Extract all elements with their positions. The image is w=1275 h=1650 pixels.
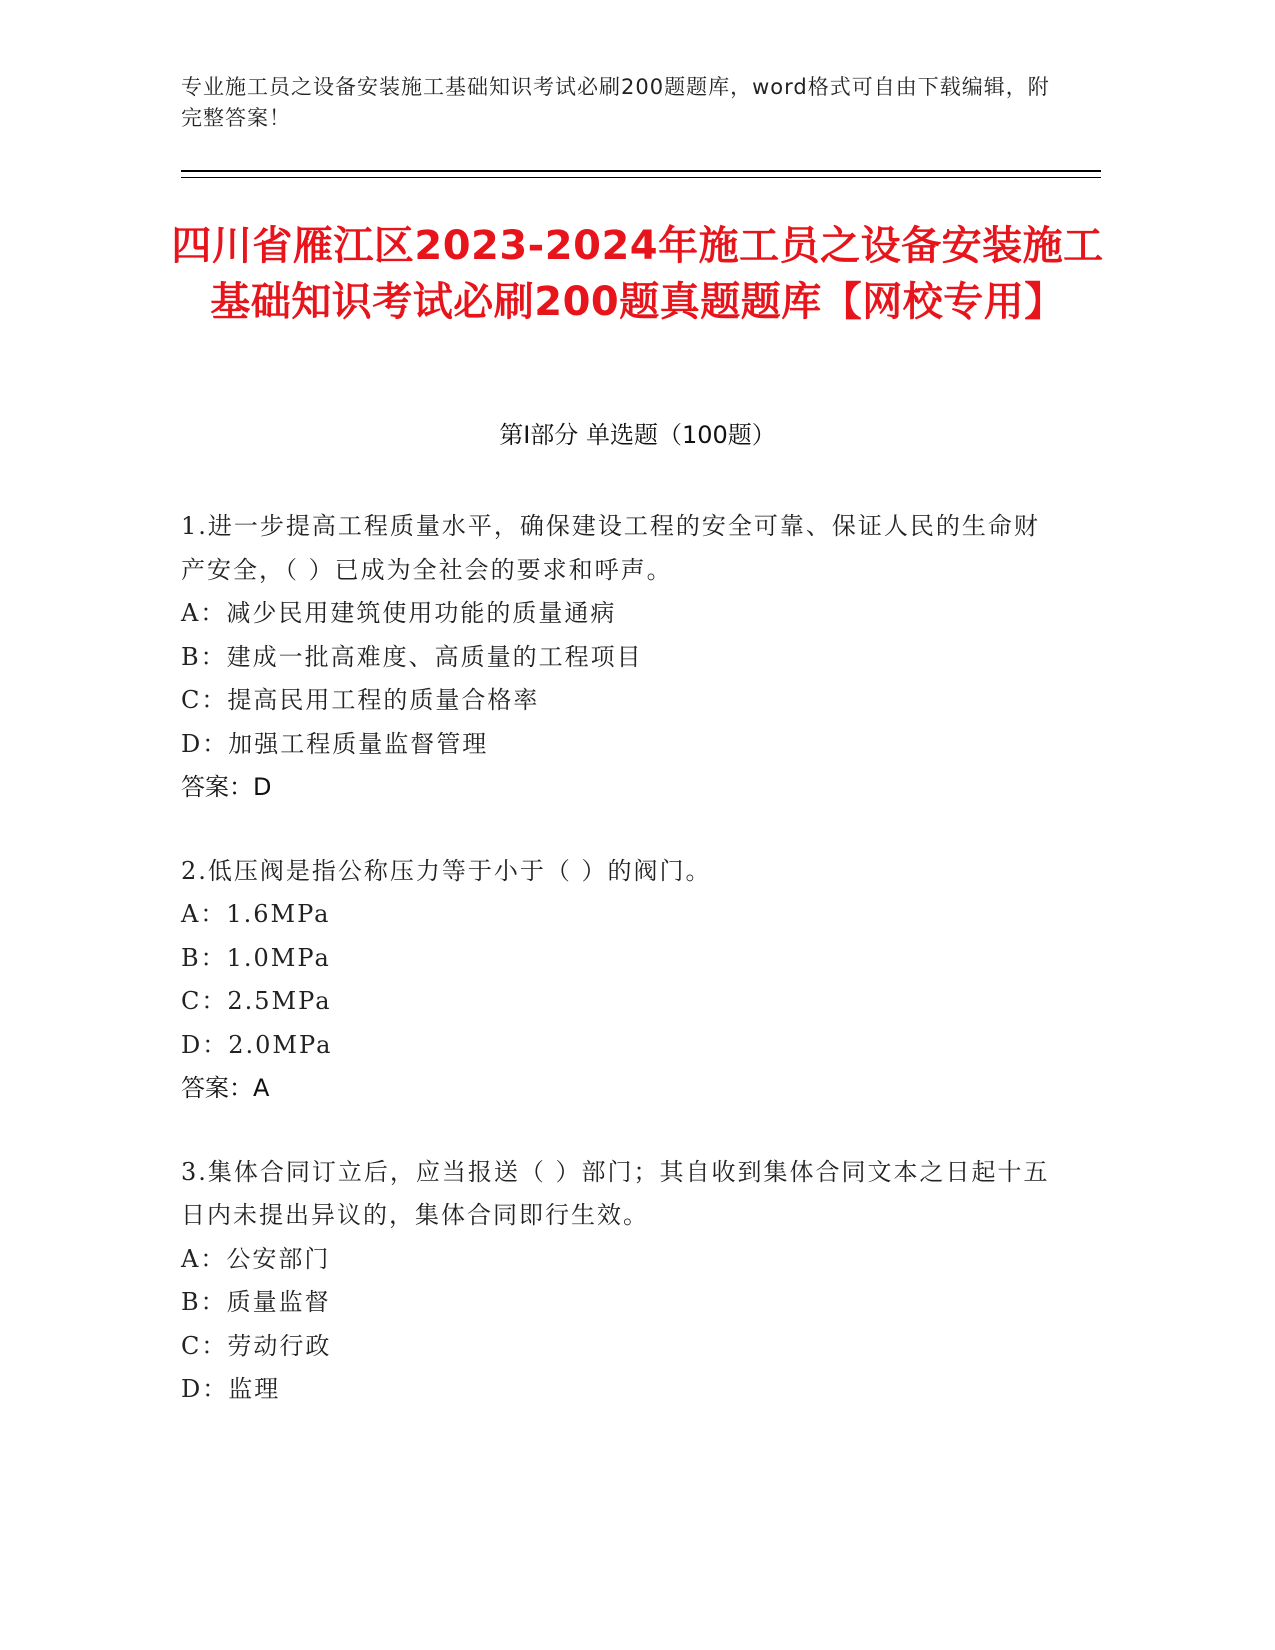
option-text: 加强工程质量监督管理 bbox=[228, 729, 489, 758]
option-d bbox=[181, 1024, 1061, 1068]
option-key: A： bbox=[181, 900, 227, 928]
document-title: 四川省雁江区2023-2024年施工员之设备安装施工基础知识考试必刷200题真题题库【网校专用】 bbox=[171, 223, 1104, 325]
question-stem: 1.进一步提高工程质量水平，确保建设工程的安全可靠、保证人民的生命财产安全，（ ）已成为全社会的要求和呼声。 bbox=[181, 512, 1040, 584]
option-a bbox=[181, 592, 1061, 636]
option-c bbox=[181, 980, 1061, 1024]
option-text: 监理 bbox=[228, 1375, 281, 1403]
option-key: D： bbox=[181, 1030, 229, 1059]
section-heading: 第I部分 单选题（100题） bbox=[499, 421, 776, 449]
option-d bbox=[181, 723, 1061, 767]
question-2 bbox=[181, 850, 1061, 1111]
option-key: B： bbox=[181, 1288, 227, 1316]
option-text: 质量监督 bbox=[226, 1288, 331, 1316]
option-key: C： bbox=[181, 686, 228, 714]
option-text: 提高民用工程的质量合格率 bbox=[227, 686, 540, 714]
option-key: C： bbox=[181, 1331, 228, 1360]
option-a bbox=[181, 893, 1061, 937]
option-b bbox=[181, 937, 1061, 981]
option-c bbox=[181, 679, 1061, 723]
option-text: 1.0MPa bbox=[226, 943, 331, 972]
question-3 bbox=[181, 1151, 1061, 1412]
option-key: A： bbox=[181, 599, 227, 627]
option-key: B： bbox=[181, 943, 227, 972]
option-key: A： bbox=[181, 1244, 227, 1273]
option-text: 劳动行政 bbox=[227, 1331, 332, 1360]
question-list bbox=[181, 505, 1061, 1452]
option-text: 2.0MPa bbox=[228, 1030, 333, 1059]
option-b bbox=[181, 636, 1061, 680]
question-stem: 3.集体合同订立后，应当报送（ ）部门；其自收到集体合同文本之日起十五日内未提出异议的，集体合同即行生效。 bbox=[181, 1157, 1050, 1229]
option-text: 减少民用建筑使用功能的质量通病 bbox=[226, 599, 617, 627]
option-a bbox=[181, 1238, 1061, 1282]
question-stem: 2.低压阀是指公称压力等于小于（ ）的阀门。 bbox=[181, 856, 712, 885]
option-key: D： bbox=[181, 1375, 229, 1403]
option-key: B： bbox=[181, 642, 227, 671]
option-d bbox=[181, 1368, 1061, 1412]
option-b bbox=[181, 1281, 1061, 1325]
option-c bbox=[181, 1325, 1061, 1369]
header-divider-thick bbox=[181, 170, 1101, 172]
option-text: 1.6MPa bbox=[226, 900, 331, 928]
question-1 bbox=[181, 505, 1061, 810]
option-text: 建成一批高难度、高质量的工程项目 bbox=[226, 642, 643, 671]
option-text: 公安部门 bbox=[226, 1244, 331, 1273]
option-text: 2.5MPa bbox=[227, 987, 332, 1015]
header-divider-thin bbox=[181, 177, 1101, 178]
option-key: D： bbox=[181, 729, 229, 758]
header-note: 专业施工员之设备安装施工基础知识考试必刷200题题库，word格式可自由下载编辑，附完整答案！ bbox=[181, 75, 1050, 130]
option-key: C： bbox=[181, 987, 228, 1015]
answer-line: 答案：D bbox=[181, 773, 272, 801]
answer-line: 答案：A bbox=[181, 1074, 270, 1102]
